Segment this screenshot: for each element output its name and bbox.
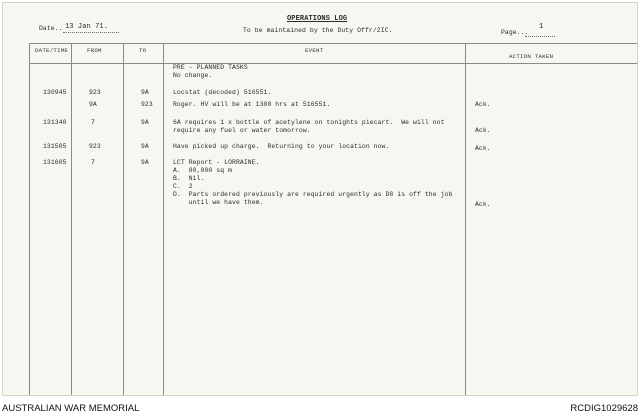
column-rule [163,43,164,395]
event-line: Have picked up charge. Returning to your location now. [173,143,390,150]
date-value: 13 Jan 71. [65,23,109,31]
entry-to: 9A [141,159,149,166]
col-header-from: FROM [87,47,102,54]
column-rule [465,43,466,395]
event-line: B. Nil. [173,175,205,182]
entry-datetime: 131505 [43,143,67,150]
column-rule [71,43,72,395]
event-line: D. Parts ordered previously are required urgently as D8 is off the job [173,191,453,198]
entry-from: 9A [89,101,97,108]
entry-action: Ack. [475,201,491,208]
archive-name: AUSTRALIAN WAR MEMORIAL [2,403,140,414]
entry-datetime: 130945 [43,89,67,96]
entry-to: 9A [141,119,149,126]
col-header-action: ACTION TAKEN [509,53,554,60]
col-header-datetime: DATE/TIME [35,47,69,54]
event-line: require any fuel or water tomorrow. [173,127,311,134]
entry-action: Ack. [475,145,491,152]
entry-datetime: 131340 [43,119,67,126]
event-line: PRE - PLANNED TASKS [173,64,248,71]
date-underline [63,32,119,33]
column-rule [123,43,124,395]
entry-to: 923 [141,101,153,108]
page-underline [525,36,555,37]
archive-footer [0,398,640,417]
event-line: No change. [173,72,213,79]
entry-to: 9A [141,143,149,150]
entry-action: Ack. [475,127,491,134]
entry-from: 923 [89,143,101,150]
event-line: Locstat (decoded) 516551. [173,89,272,96]
log-sheet [2,2,638,396]
event-line: A. 80,000 sq m [173,167,233,174]
column-rule [29,43,30,395]
event-line: until we have them. [173,199,264,206]
date-label: Date.. [39,25,63,32]
event-line: LCT Report - LORRAINE. [173,159,260,166]
archive-reference: RCDIG1029628 [570,403,638,414]
page-number: 1 [539,23,544,31]
page-subtitle: To be maintained by the Duty Offr/2IC. [243,27,393,34]
table-header-rule [29,63,637,64]
entry-action: Ack. [475,101,491,108]
entry-datetime: 131605 [43,159,67,166]
event-line: Roger. HV will be at 1300 hrs at 516551. [173,101,331,108]
table-top-rule [29,43,637,44]
page-label: Page... [501,29,529,36]
page-title: OPERATIONS LOG [287,15,348,23]
event-line: C. 2 [173,183,193,190]
entry-from: 7 [91,119,95,126]
entry-to: 9A [141,89,149,96]
entry-from: 7 [91,159,95,166]
entry-from: 923 [89,89,101,96]
col-header-event: EVENT [305,47,324,54]
col-header-to: TO [139,47,147,54]
event-line: 6A requires 1 x bottle of acetylene on tonights piecart. We will not [173,119,445,126]
